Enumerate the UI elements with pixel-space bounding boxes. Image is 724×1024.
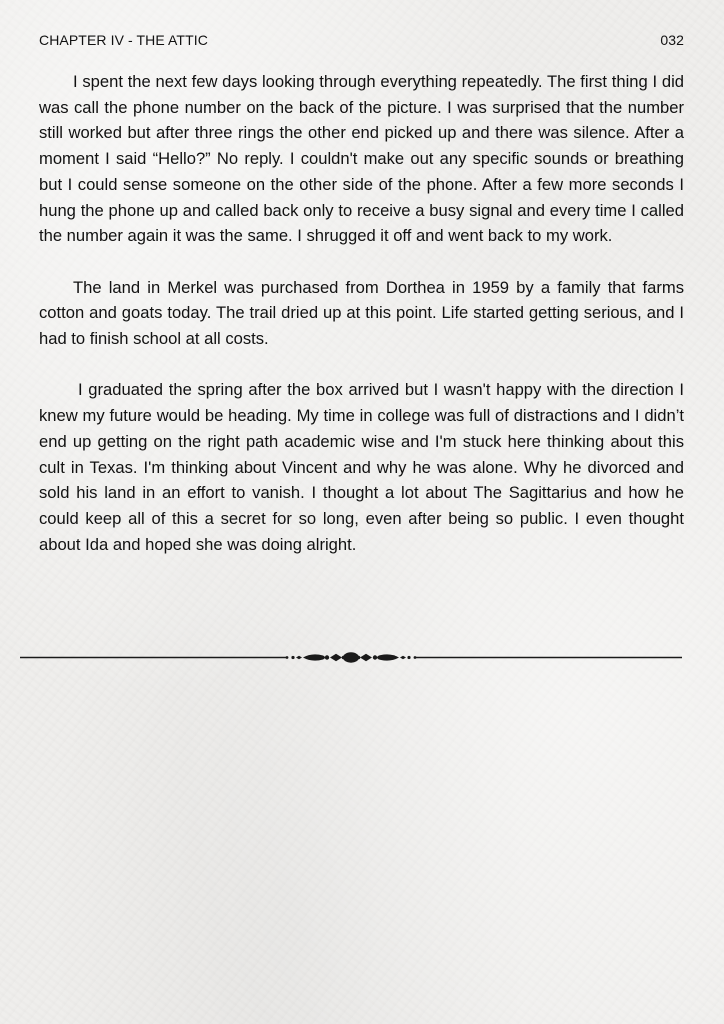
page-number: 032: [660, 32, 684, 48]
paragraph-2: The land in Merkel was purchased from Dorthea in 1959 by a family that farms cotton and goats today. The trail dried up at this point. Life started getting serious, and I had to finish school at all costs.: [39, 277, 684, 349]
ornamental-divider-icon: [20, 646, 684, 668]
paragraph-3: I graduated the spring after the box arrived but I wasn't happy with the direction I knew my future would be heading. My time in college was full of distractions and I didn’t end up getting on the right path academic wise and I'm stuck here thinking about this cult in Texas. I'm thinking about Vincent and why he was alone. Why he divorced and sold his land in an effort to vanish. I thought a lot about The Sagittarius and how he could keep all of this a secret for so long, even after being so public. I even thought about Ida and hoped she was doing alright.: [39, 380, 684, 554]
paragraph-1: I spent the next few days looking through everything repeatedly. The first thing I did was call the phone number on the back of the picture. I was surprised that the number still worked but after three rings the other end picked up and there was silence. After a moment I said “Hello?” No reply. I couldn't make out any specific sounds or breathing but I could sense someone on the other side of the phone. After a few more seconds I hung the phone up and called back only to receive a busy signal and every time I called the number again it was the same. I shrugged it off and went back to my work.: [39, 72, 684, 246]
body-text: [39, 69, 684, 583]
chapter-title: CHAPTER IV - THE ATTIC: [39, 32, 208, 48]
page-header: [39, 32, 684, 52]
